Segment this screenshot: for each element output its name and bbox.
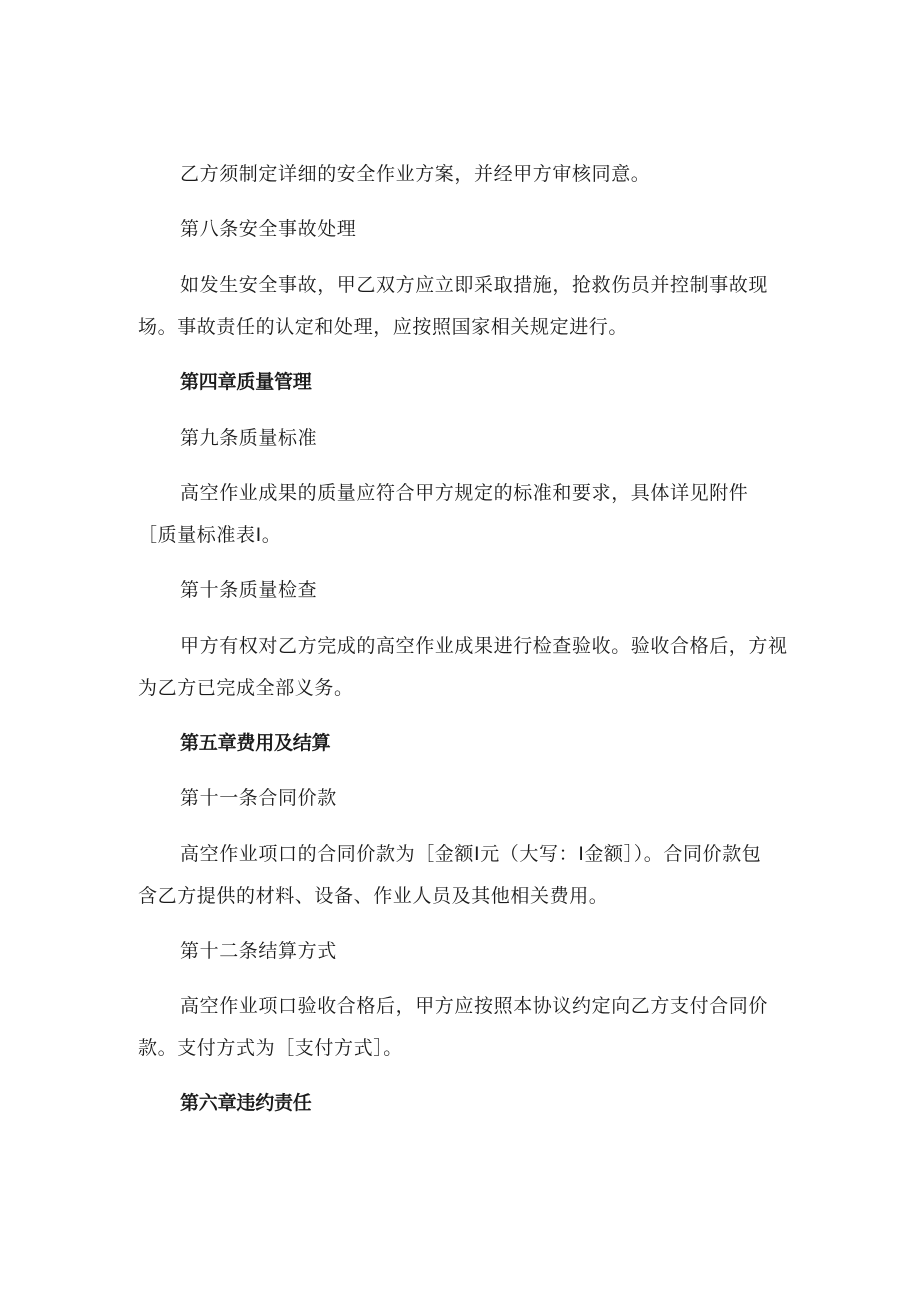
paragraph-safety-plan: 乙方须制定详细的安全作业方案，并经甲方审核同意。 [180,163,651,185]
article-9-title: 第九条质量标准 [180,427,318,449]
article-10-title: 第十条质量检查 [180,579,318,601]
article-8-title: 第八条安全事故处理 [180,218,357,240]
chapter-4-heading: 第四章质量管理 [180,371,312,393]
paragraph-inspection-line-2: 为乙方已完成全部义务。 [138,677,354,699]
paragraph-quality-line-1: 高空作业成果的质量应符合甲方规定的标准和要求，具体详见附件 [180,482,749,504]
paragraph-inspection-line-1: 甲方有权对乙方完成的高空作业成果进行检查验收。验收合格后，方视 [180,635,788,657]
paragraph-settlement-line-2: 款。支付方式为［支付方式］。 [138,1037,403,1059]
paragraph-price-line-1: 高空作业项口的合同价款为［金额Ⅰ元（大写：Ⅰ金额］）。合同价款包 [180,843,762,865]
article-12-title: 第十二条结算方式 [180,940,337,962]
article-11-title: 第十一条合同价款 [180,787,337,809]
chapter-5-heading: 第五章费用及结算 [180,732,331,754]
paragraph-price-line-2: 含乙方提供的材料、设备、作业人员及其他相关费用。 [138,885,609,907]
paragraph-accident-line-2: 场。事故责任的认定和处理，应按照国家相关规定进行。 [138,316,629,338]
paragraph-accident-line-1: 如发生安全事故，甲乙双方应立即采取措施，抢救伤员并控制事故现 [180,274,769,296]
paragraph-quality-line-2: ［质量标准表Ⅰ。 [138,524,282,546]
chapter-6-heading: 第六章违约责任 [180,1092,312,1114]
paragraph-settlement-line-1: 高空作业项口验收合格后，甲方应按照本协议约定向乙方支付合同价 [180,995,769,1017]
